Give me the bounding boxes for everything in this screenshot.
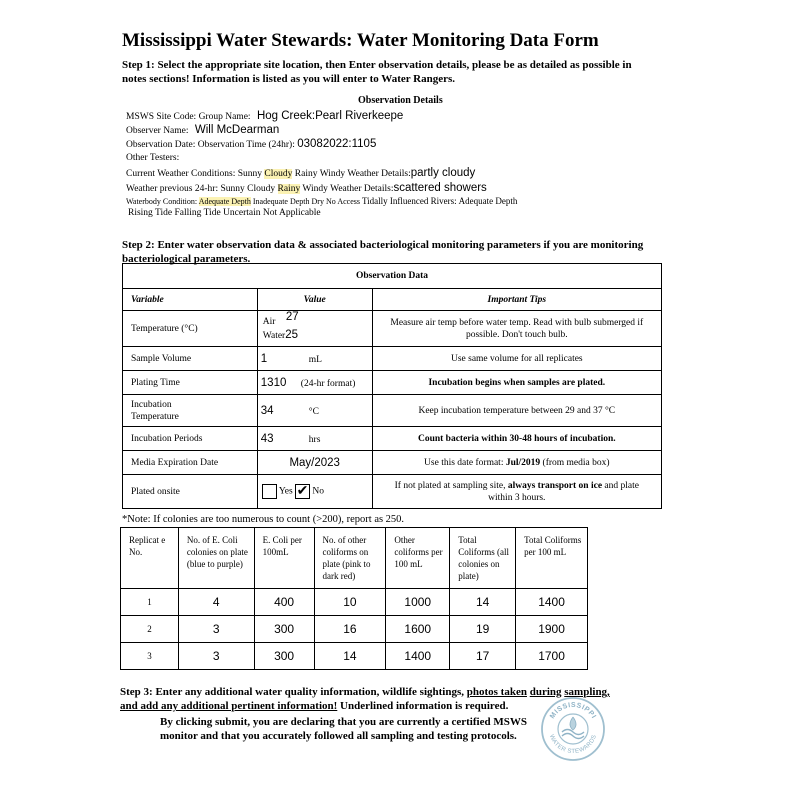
total-coliforms-field[interactable]: 14 (450, 589, 516, 616)
air-temp-field[interactable]: 27 (285, 310, 299, 323)
page-title: Mississippi Water Stewards: Water Monitoring Data Form (122, 30, 599, 51)
checkmark-icon: ✔ (296, 484, 309, 499)
prev-weather-option-sunny[interactable]: Sunny (220, 184, 245, 194)
prev-weather-row: Weather previous 24-hr: Sunny Cloudy Rainy Windy Weather Details:scattered showers (126, 182, 487, 194)
site-code-row: MSWS Site Code: Group Name: Hog Creek:Pearl Riverkeepe (126, 110, 404, 122)
ecoli-per-100ml-field[interactable]: 300 (254, 643, 314, 670)
waterbody-row: Waterbody Condition: Adequate Depth Inadequate Depth Dry No Access Tidally Influenced Rivers: Adequate Depth (126, 196, 518, 206)
site-code-field[interactable]: Hog Creek:Pearl Riverkeepe (256, 110, 404, 122)
tidal-options[interactable]: Rising Tide Falling Tide Uncertain Not Applicable (128, 208, 321, 218)
other-per-100ml-field[interactable]: 1600 (386, 616, 450, 643)
weather-option-cloudy[interactable]: Cloudy (264, 169, 293, 179)
waterbody-option-no-access[interactable]: No Access (325, 197, 360, 206)
waterbody-option-adequate[interactable]: Adequate Depth (198, 197, 251, 206)
sample-volume-label: Sample Volume (123, 347, 258, 371)
observer-row: Observer Name: Will McDearman (126, 124, 280, 136)
weather-option-sunny[interactable]: Sunny (237, 169, 263, 179)
other-per-100ml-field[interactable]: 1400 (386, 643, 450, 670)
plated-onsite-tip: If not plated at sampling site, always transport on ice and plate within 3 hours. (372, 475, 661, 509)
seal-top-text: MISSISSIPPI (549, 701, 598, 721)
step3-instructions: Step 3: Enter any additional water quality information, wildlife sightings, photos taken during sampling, and add any additional pertinent information! Underlined information is required. (120, 686, 610, 712)
certification-statement: By clicking submit, you are declaring that you are currently a certified MSWS monitor and that you accurately followed all sampling and testing protocols. (160, 716, 527, 742)
header-replicate: Replicat e No. (121, 528, 179, 589)
media-expiration-tip: Use this date format: Jul/2019 (from media box) (372, 451, 661, 475)
weather-option-windy[interactable]: Windy (319, 169, 346, 179)
prev-weather-option-windy[interactable]: Windy (302, 184, 328, 194)
ecoli-colonies-field[interactable]: 3 (178, 616, 254, 643)
tidal-value: Adequate Depth (458, 196, 518, 206)
weather-row: Current Weather Conditions: Sunny Cloudy Rainy Windy Weather Details:partly cloudy (126, 167, 476, 179)
replicate-number: 1 (121, 589, 179, 616)
date-row: Observation Date: Observation Time (24hr): 03082022:1105 (126, 138, 377, 150)
weather-option-rainy[interactable]: Rainy (294, 169, 318, 179)
observation-details-heading: Observation Details (358, 95, 443, 106)
total-per-100ml-field[interactable]: 1700 (516, 643, 588, 670)
media-expiration-label: Media Expiration Date (123, 451, 258, 475)
total-coliforms-field[interactable]: 19 (450, 616, 516, 643)
sample-volume-field[interactable]: 1 (260, 352, 268, 365)
prev-weather-option-cloudy[interactable]: Cloudy (247, 184, 276, 194)
col-tips: Important Tips (372, 289, 661, 311)
other-coliforms-field[interactable]: 16 (314, 616, 386, 643)
plated-onsite-label: Plated onsite (123, 475, 258, 509)
incubation-period-label: Incubation Periods (123, 427, 258, 451)
total-coliforms-field[interactable]: 17 (450, 643, 516, 670)
replicate-number: 2 (121, 616, 179, 643)
seal-bottom-text: WATER STEWARDS (547, 733, 599, 756)
incubation-period-field[interactable]: 43 (260, 432, 274, 445)
table-row (121, 616, 588, 643)
seal-icon (540, 696, 606, 762)
observer-name-field[interactable]: Will McDearman (194, 124, 280, 136)
header-other-per-100ml: Other coliforms per 100 mL (386, 528, 450, 589)
header-total-per-100ml: Total Coliforms per 100 mL (516, 528, 588, 589)
step2-instructions: Step 2: Enter water observation data & associated bacteriological monitoring parameters if you are monitoring bacteriological parameters. (122, 239, 644, 265)
ecoli-per-100ml-field[interactable]: 400 (254, 589, 314, 616)
other-per-100ml-field[interactable]: 1000 (386, 589, 450, 616)
table-row (121, 643, 588, 670)
waterbody-option-inadequate[interactable]: Inadequate Depth (252, 197, 310, 206)
total-per-100ml-field[interactable]: 1400 (516, 589, 588, 616)
temperature-cell: Air 27 Water25 (257, 311, 372, 347)
prev-weather-details-field[interactable]: scattered showers (393, 182, 487, 194)
header-total-coliforms: Total Coliforms (all colonies on plate) (450, 528, 516, 589)
plating-time-field[interactable]: 1310 (260, 376, 287, 389)
mississippi-water-stewards-seal (540, 696, 606, 762)
observation-data-table: Observation Data Variable Value Important Tips Temperature (°C) Air 27 Water25 Measure air temp before water temp. Read with bulb submerged if possible. Don't touch bulb. Sample Volume 1 mL Use same volume for all replicates Plating Time 1310 (24-hr format) Incubation begins when samples are plated. Incubation Temperature 34 °C Keep incubation temperature between 29 and 37 °C Incubation Periods 43 hrs Count bacteria within 30-48 hours of incubation. Media Expiration Date May/2023 Use this date format: Jul/2019 (from media box) Plated onsite Yes ✔ No If not plated at sampling site, always transport on ice and plate within 3 hours. (122, 263, 662, 509)
header-ecoli-per-100ml: E. Coli per 100mL (254, 528, 314, 589)
yes-checkbox[interactable] (262, 484, 277, 499)
ecoli-per-100ml-field[interactable]: 300 (254, 616, 314, 643)
plating-time-label: Plating Time (123, 371, 258, 395)
sample-volume-tip: Use same volume for all replicates (372, 347, 661, 371)
incubation-temp-tip: Keep incubation temperature between 29 and 37 °C (372, 395, 661, 427)
step1-instructions: Step 1: Select the appropriate site location, then Enter observation details, please be as detailed as possible in notes sections! Information is listed as you will enter to Water Rangers. (122, 59, 632, 85)
header-other-coliforms: No. of other coliforms on plate (pink to dark red) (314, 528, 386, 589)
temperature-label: Temperature (°C) (123, 311, 258, 347)
other-testers-row: Other Testers: (126, 153, 180, 163)
prev-weather-option-rainy[interactable]: Rainy (277, 184, 301, 194)
table-row (121, 589, 588, 616)
col-variable: Variable (123, 289, 258, 311)
col-value: Value (257, 289, 372, 311)
header-ecoli-colonies: No. of E. Coli colonies on plate (blue to purple) (178, 528, 254, 589)
plated-onsite-cell: Yes ✔ No (257, 475, 372, 509)
total-per-100ml-field[interactable]: 1900 (516, 616, 588, 643)
temperature-tip: Measure air temp before water temp. Read with bulb submerged if possible. Don't touch bulb. (372, 311, 661, 347)
weather-details-field[interactable]: partly cloudy (410, 167, 476, 179)
replicate-table (120, 527, 588, 670)
plating-time-tip: Incubation begins when samples are plated. (372, 371, 661, 395)
observation-date-field[interactable]: 03082022:1105 (297, 138, 377, 150)
incubation-temp-label: Incubation Temperature (123, 395, 258, 427)
water-temp-field[interactable]: 25 (285, 328, 299, 341)
replicate-number: 3 (121, 643, 179, 670)
waterbody-option-dry[interactable]: Dry (311, 197, 324, 206)
ecoli-colonies-field[interactable]: 4 (178, 589, 254, 616)
replicate-header-row (121, 528, 588, 589)
no-checkbox[interactable] (295, 484, 310, 499)
other-coliforms-field[interactable]: 10 (314, 589, 386, 616)
incubation-temp-field[interactable]: 34 (260, 404, 274, 417)
ecoli-colonies-field[interactable]: 3 (178, 643, 254, 670)
observation-data-heading: Observation Data (123, 264, 662, 289)
colony-note: *Note: If colonies are too numerous to count (>200), report as 250. (122, 514, 405, 525)
incubation-period-tip: Count bacteria within 30-48 hours of incubation. (372, 427, 661, 451)
other-coliforms-field[interactable]: 14 (314, 643, 386, 670)
media-expiration-field[interactable]: May/2023 (289, 456, 340, 469)
